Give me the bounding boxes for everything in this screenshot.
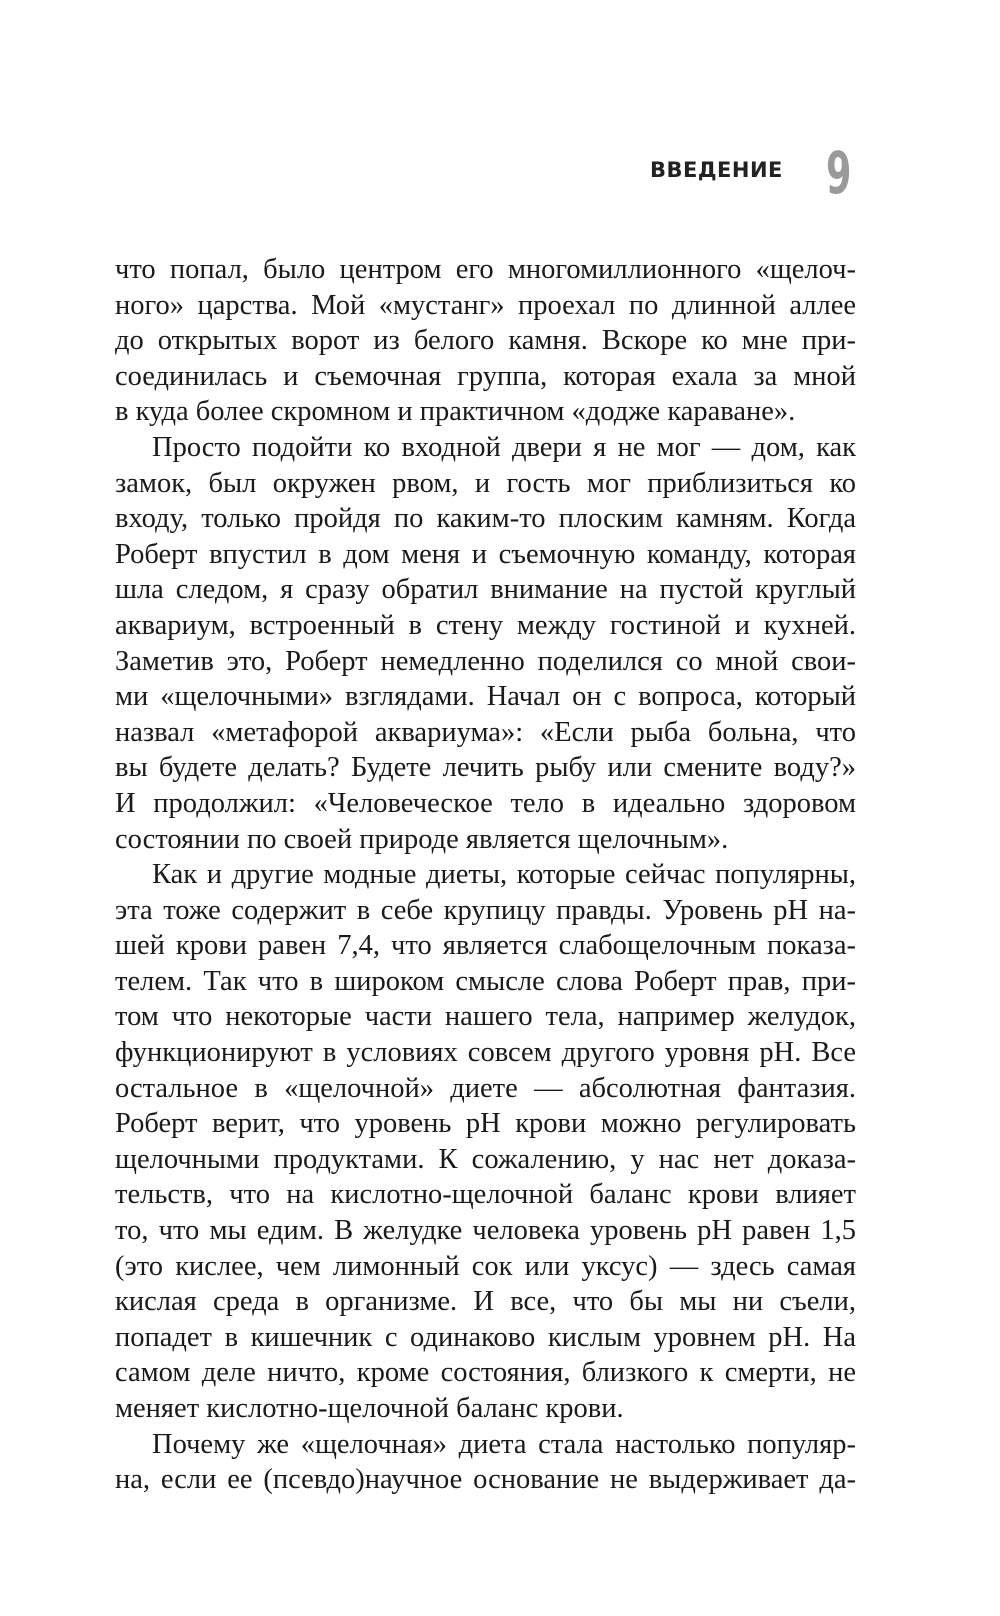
text-line: телем. Так что в широком смысле слова Роберт прав, при- <box>115 965 856 997</box>
text-line: том что некоторые части нашего тела, например желудок, <box>115 1001 856 1033</box>
text-line: Роберт впустил в дом меня и съемочную команду, которая <box>115 538 856 570</box>
text-line: тельств, что на кислотно-щелочной баланс крови влияет <box>115 1179 856 1211</box>
text-line: Просто подойти ко входной двери я не мог — дом, как <box>152 431 856 463</box>
text-line: (это кислее, чем лимонный сок или уксус) — здесь самая <box>115 1250 856 1282</box>
text-line: аквариум, встроенный в стену между гостиной и кухней. <box>115 609 856 641</box>
text-line: ми «щелочными» взглядами. Начал он с вопроса, который <box>115 681 856 713</box>
text-line: то, что мы едим. В желудке человека уровень pH равен 1,5 <box>115 1215 856 1247</box>
text-line: ного» царства. Мой «мустанг» проехал по длинной аллее <box>115 289 856 321</box>
text-line: меняет кислотно-щелочной баланс крови. <box>115 1393 624 1424</box>
page-number: 9 <box>826 139 852 207</box>
text-line: И продолжил: «Человеческое тело в идеально здоровом <box>115 787 856 819</box>
text-line: вы будете делать? Будете лечить рыбу или смените воду?» <box>115 752 856 784</box>
text-line: Как и другие модные диеты, которые сейчас популярны, <box>152 859 856 891</box>
text-line: эта тоже содержит в себе крупицу правды. Уровень pH на- <box>115 894 856 926</box>
body-text <box>115 252 856 1498</box>
text-line: в куда более скромном и практичном «додже караване». <box>115 396 796 428</box>
text-line: остальное в «щелочной» диете — абсолютная фантазия. <box>115 1072 856 1104</box>
text-line: что попал, было центром его многомиллионного «щелоч- <box>115 254 856 285</box>
text-line: шей крови равен 7,4, что является слабощелочным показа- <box>115 930 856 962</box>
text-line: самом деле ничто, кроме состояния, близкого к смерти, не <box>115 1357 856 1389</box>
text-line: Почему же «щелочная» диета стала настолько популяр- <box>152 1428 856 1460</box>
text-line: до открытых ворот из белого камня. Вскоре ко мне при- <box>115 325 856 357</box>
text-line: Заметив это, Роберт немедленно поделился со мной свои- <box>115 645 856 677</box>
text-line: на, если ее (псевдо)научное основание не выдерживает да- <box>115 1464 856 1496</box>
text-line: назвал «метафорой аквариума»: «Если рыба больна, что <box>115 716 856 748</box>
text-line: входу, только пройдя по каким-то плоским камням. Когда <box>115 503 856 535</box>
text-line: соединилась и съемочная группа, которая ехала за мной <box>115 360 856 392</box>
text-line: кислая среда в организме. И все, что бы мы ни съели, <box>115 1286 856 1318</box>
text-line: попадет в кишечник с одинаково кислым уровнем pH. На <box>115 1321 856 1353</box>
text-line: функционируют в условиях совсем другого уровня pH. Все <box>115 1037 856 1069</box>
text-line: щелочными продуктами. К сожалению, у нас нет доказа- <box>115 1143 856 1175</box>
running-head-title: ВВЕДЕНИЕ <box>650 158 783 182</box>
text-line: Роберт верит, что уровень pH крови можно регулировать <box>115 1108 856 1140</box>
text-line: шла следом, я сразу обратил внимание на пустой круглый <box>115 574 856 606</box>
text-line: замок, был окружен рвом, и гость мог приблизиться ко <box>115 467 856 499</box>
text-line: состоянии по своей природе является щелочным». <box>115 823 729 855</box>
